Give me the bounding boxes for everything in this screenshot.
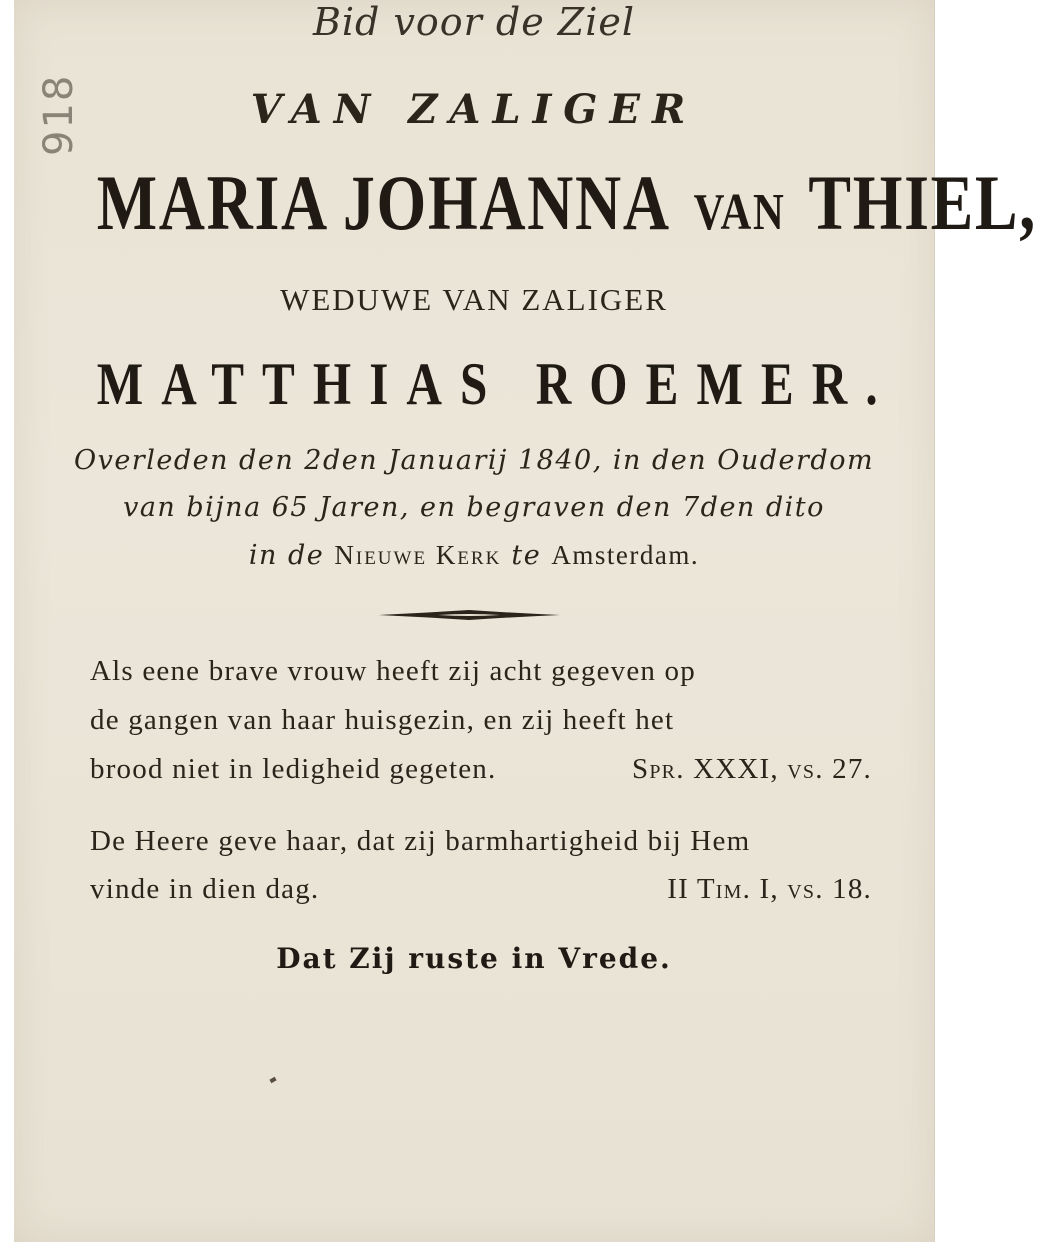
- verse-1-line-2: de gangen van haar huisgezin, en zij heeft het: [90, 704, 675, 736]
- death-date-line: Overleden den 2den Januarij 1840, in den Ouderdom: [73, 445, 875, 476]
- husband-name: MATTHIAS ROEMER.: [96, 351, 896, 417]
- verse-2-line-1: De Heere geve haar, dat zij barmhartigheid bij Hem: [90, 825, 751, 857]
- verse-2-line-2-text: vinde in dien dag.: [90, 873, 320, 905]
- ornamental-divider: [378, 608, 560, 622]
- paper-speck: [269, 1077, 276, 1083]
- deceased-name-first: MARIA JOHANNA: [96, 159, 671, 246]
- deceased-name-van: VAN: [693, 184, 786, 241]
- burial-church: Nieuwe Kerk: [334, 540, 502, 570]
- widow-of-line: WEDUWE VAN ZALIGER: [280, 282, 668, 317]
- verse-1-reference: Spr. XXXI, vs. 27.: [632, 753, 872, 785]
- closing-blessing: Dat Zij ruste in Vrede.: [276, 942, 672, 975]
- verse-2-line-2: [90, 873, 872, 906]
- burial-place-line: [14, 540, 934, 571]
- van-zaliger-heading: VAN ZALIGER: [250, 86, 698, 133]
- deceased-name-last: THIEL,: [808, 159, 1037, 246]
- burial-city: Amsterdam.: [551, 540, 700, 570]
- memorial-card: [14, 0, 1037, 1242]
- verse-1-line-3: [90, 753, 872, 786]
- verse-1-line-3-text: brood niet in ledigheid gegeten.: [90, 753, 497, 785]
- verse-2-reference: II Tim. I, vs. 18.: [667, 873, 872, 905]
- burial-te: te: [511, 540, 542, 571]
- header-bid-voor-de-ziel: Bid voor de Ziel: [312, 0, 636, 44]
- age-burial-line: van bijna 65 Jaren, en begraven den 7den dito: [123, 492, 825, 523]
- verse-1-line-1: Als eene brave vrouw heeft zij acht gegeven op: [90, 655, 696, 687]
- burial-prefix: in de: [248, 540, 325, 571]
- handwritten-inventory-number: 918: [36, 73, 82, 156]
- deceased-name: [96, 158, 1037, 248]
